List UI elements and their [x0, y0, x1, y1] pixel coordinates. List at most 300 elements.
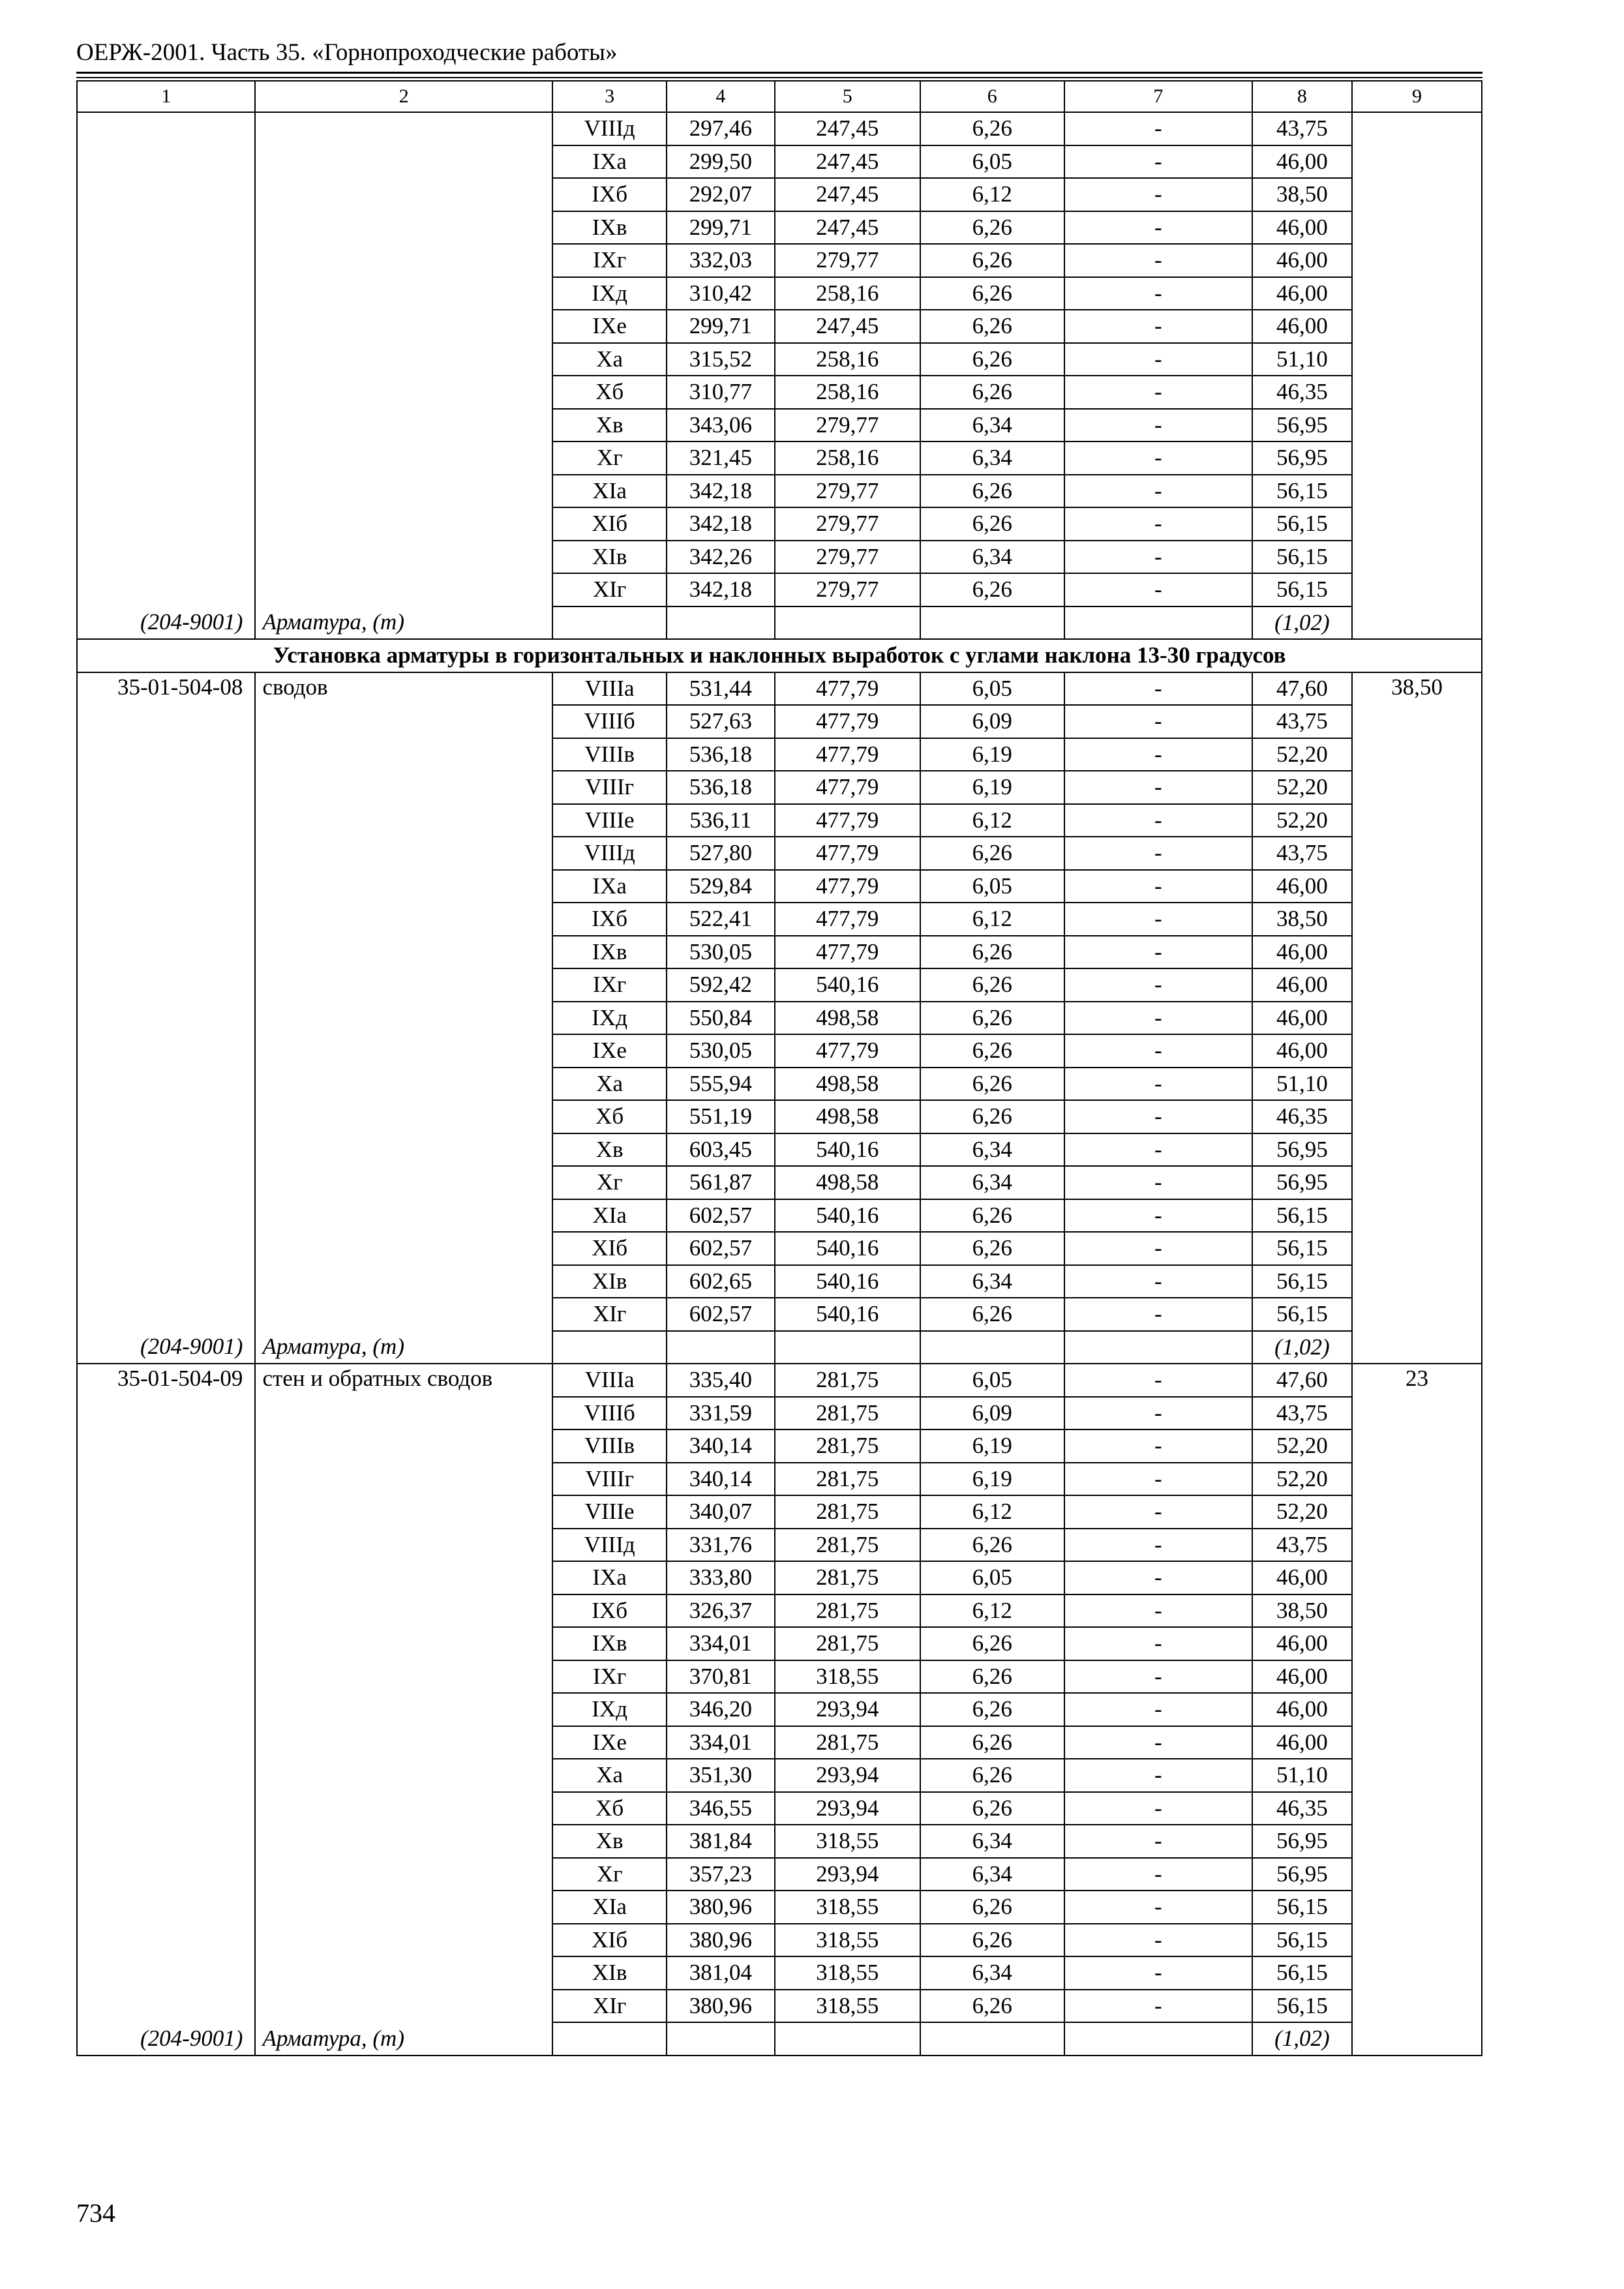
rate-code — [77, 1858, 255, 1891]
value-cell: 279,77 — [775, 573, 920, 606]
value-cell: 321,45 — [667, 441, 775, 475]
value-cell: 318,55 — [775, 1924, 920, 1957]
rate-name — [255, 277, 552, 310]
empty-cell — [552, 1331, 667, 1364]
category-cell: VIIIe — [552, 804, 667, 837]
value-cell: - — [1064, 1100, 1252, 1133]
value-cell: 46,00 — [1252, 1726, 1352, 1759]
value-cell: 6,26 — [920, 507, 1064, 541]
rate-code — [77, 475, 255, 508]
rate-code — [77, 1561, 255, 1594]
value-cell: 52,20 — [1252, 1429, 1352, 1463]
col9-cell — [1352, 1495, 1482, 1529]
resource-name: Арматура, (т) — [255, 1331, 552, 1364]
column-header: 6 — [920, 81, 1064, 112]
value-cell: 6,26 — [920, 310, 1064, 343]
value-cell: 299,71 — [667, 310, 775, 343]
value-cell: 56,15 — [1252, 1990, 1352, 2023]
resource-value: (1,02) — [1252, 1331, 1352, 1364]
category-cell: VIIIa — [552, 672, 667, 706]
value-cell: 51,10 — [1252, 343, 1352, 376]
value-cell: 6,34 — [920, 1858, 1064, 1891]
rate-name — [255, 244, 552, 277]
value-cell: 6,26 — [920, 112, 1064, 145]
col9-cell — [1352, 310, 1482, 343]
category-cell: VIIIд — [552, 112, 667, 145]
value-cell: 56,15 — [1252, 1924, 1352, 1957]
value-cell: 380,96 — [667, 1891, 775, 1924]
value-cell: - — [1064, 178, 1252, 211]
value-cell: 477,79 — [775, 903, 920, 936]
value-cell: 6,26 — [920, 1529, 1064, 1562]
col9-cell — [1352, 771, 1482, 804]
value-cell: 56,95 — [1252, 1858, 1352, 1891]
col9-cell — [1352, 705, 1482, 738]
empty-cell — [552, 606, 667, 640]
col9-cell — [1352, 1199, 1482, 1233]
col9-cell — [1352, 1561, 1482, 1594]
category-cell: VIIIa — [552, 1364, 667, 1397]
empty-cell — [1064, 1331, 1252, 1364]
rate-code — [77, 277, 255, 310]
value-cell: 342,18 — [667, 507, 775, 541]
value-cell: 281,75 — [775, 1397, 920, 1430]
value-cell: - — [1064, 1924, 1252, 1957]
value-cell: 6,26 — [920, 211, 1064, 245]
rate-code — [77, 1529, 255, 1562]
rate-code: 35-01-504-09 — [77, 1364, 255, 1397]
col9-cell — [1352, 936, 1482, 969]
value-cell: 498,58 — [775, 1100, 920, 1133]
value-cell: 43,75 — [1252, 837, 1352, 870]
value-cell: 46,00 — [1252, 1627, 1352, 1660]
rate-code — [77, 1265, 255, 1298]
table-row — [77, 1002, 1482, 1035]
value-cell: 6,26 — [920, 1660, 1064, 1694]
table-row — [77, 145, 1482, 179]
value-cell: 477,79 — [775, 804, 920, 837]
value-cell: 6,26 — [920, 1068, 1064, 1101]
category-cell: IXд — [552, 1693, 667, 1726]
col9-cell — [1352, 903, 1482, 936]
col9-cell — [1352, 1792, 1482, 1825]
rate-code — [77, 837, 255, 870]
resource-name: Арматура, (т) — [255, 606, 552, 640]
rates-table — [76, 80, 1482, 2056]
value-cell: 279,77 — [775, 507, 920, 541]
category-cell: Xб — [552, 376, 667, 409]
category-cell: VIIIг — [552, 771, 667, 804]
table-row-footer — [77, 2022, 1482, 2056]
column-header: 7 — [1064, 81, 1252, 112]
value-cell: 318,55 — [775, 1891, 920, 1924]
table-row — [77, 178, 1482, 211]
empty-cell — [775, 2022, 920, 2056]
value-cell: 346,20 — [667, 1693, 775, 1726]
value-cell: - — [1064, 1232, 1252, 1265]
category-cell: IXe — [552, 1034, 667, 1068]
col9-cell — [1352, 1693, 1482, 1726]
value-cell: 6,26 — [920, 1693, 1064, 1726]
value-cell: - — [1064, 1166, 1252, 1199]
value-cell: - — [1064, 1034, 1252, 1068]
value-cell: 6,09 — [920, 1397, 1064, 1430]
value-cell: 332,03 — [667, 244, 775, 277]
category-cell: IXв — [552, 1627, 667, 1660]
value-cell: 46,35 — [1252, 1792, 1352, 1825]
col9-cell — [1352, 1034, 1482, 1068]
value-cell: 540,16 — [775, 968, 920, 1002]
rate-name — [255, 1956, 552, 1990]
value-cell: 6,05 — [920, 1561, 1064, 1594]
value-cell: - — [1064, 1397, 1252, 1430]
value-cell: - — [1064, 145, 1252, 179]
rate-name — [255, 1199, 552, 1233]
rate-name — [255, 1924, 552, 1957]
value-cell: 540,16 — [775, 1232, 920, 1265]
rate-code — [77, 1166, 255, 1199]
category-cell: VIIIб — [552, 705, 667, 738]
value-cell: 6,05 — [920, 870, 1064, 903]
value-cell: 56,15 — [1252, 541, 1352, 574]
column-header: 9 — [1352, 81, 1482, 112]
rate-name — [255, 541, 552, 574]
value-cell: 346,55 — [667, 1792, 775, 1825]
col9-cell — [1352, 145, 1482, 179]
value-cell: - — [1064, 771, 1252, 804]
value-cell: - — [1064, 968, 1252, 1002]
rate-name — [255, 1265, 552, 1298]
value-cell: 318,55 — [775, 1956, 920, 1990]
rate-name: стен и обратных сводов — [255, 1364, 552, 1397]
rate-code — [77, 1068, 255, 1101]
col9-cell — [1352, 1232, 1482, 1265]
value-cell: 279,77 — [775, 541, 920, 574]
rate-code — [77, 1100, 255, 1133]
table-row — [77, 738, 1482, 771]
value-cell: 281,75 — [775, 1529, 920, 1562]
value-cell: - — [1064, 870, 1252, 903]
value-cell: - — [1064, 1199, 1252, 1233]
col9-cell — [1352, 441, 1482, 475]
table-row — [77, 541, 1482, 574]
rate-code — [77, 1825, 255, 1858]
rate-code — [77, 1990, 255, 2023]
rate-name — [255, 1693, 552, 1726]
value-cell: - — [1064, 1594, 1252, 1628]
category-cell: VIIIд — [552, 1529, 667, 1562]
value-cell: - — [1064, 1068, 1252, 1101]
value-cell: 530,05 — [667, 936, 775, 969]
rate-code — [77, 1726, 255, 1759]
rate-name — [255, 573, 552, 606]
rate-name — [255, 1397, 552, 1430]
column-header: 8 — [1252, 81, 1352, 112]
value-cell: 342,18 — [667, 573, 775, 606]
rate-name — [255, 1133, 552, 1167]
empty-cell — [920, 606, 1064, 640]
value-cell: 281,75 — [775, 1594, 920, 1628]
category-cell: VIIIд — [552, 837, 667, 870]
value-cell: 6,26 — [920, 277, 1064, 310]
value-cell: 46,00 — [1252, 1693, 1352, 1726]
empty-cell — [667, 1331, 775, 1364]
col9-cell — [1352, 1858, 1482, 1891]
category-cell: IXд — [552, 277, 667, 310]
value-cell: 52,20 — [1252, 1495, 1352, 1529]
rate-code — [77, 178, 255, 211]
table-row — [77, 1232, 1482, 1265]
table-row — [77, 1627, 1482, 1660]
value-cell: 6,26 — [920, 1990, 1064, 2023]
category-cell: IXe — [552, 310, 667, 343]
value-cell: 477,79 — [775, 672, 920, 706]
col9-cell — [1352, 968, 1482, 1002]
empty-cell — [775, 606, 920, 640]
rate-code — [77, 310, 255, 343]
value-cell: 527,63 — [667, 705, 775, 738]
value-cell: 6,19 — [920, 771, 1064, 804]
col9-cell — [1352, 507, 1482, 541]
value-cell: 293,94 — [775, 1693, 920, 1726]
table-row — [77, 771, 1482, 804]
value-cell: - — [1064, 1891, 1252, 1924]
rate-code — [77, 804, 255, 837]
rate-code — [77, 145, 255, 179]
col9-cell — [1352, 1100, 1482, 1133]
category-cell: XIв — [552, 1265, 667, 1298]
rate-code — [77, 1891, 255, 1924]
table-row — [77, 1068, 1482, 1101]
value-cell: 46,00 — [1252, 936, 1352, 969]
value-cell: 6,34 — [920, 1265, 1064, 1298]
value-cell: 258,16 — [775, 376, 920, 409]
category-cell: Xв — [552, 1825, 667, 1858]
value-cell: 6,05 — [920, 672, 1064, 706]
value-cell: 38,50 — [1252, 1594, 1352, 1628]
rate-code — [77, 376, 255, 409]
category-cell: XIб — [552, 507, 667, 541]
rate-code — [77, 211, 255, 245]
category-cell: IXб — [552, 903, 667, 936]
col9-cell — [1352, 376, 1482, 409]
value-cell: 6,26 — [920, 376, 1064, 409]
rate-code — [77, 903, 255, 936]
col9-cell — [1352, 1726, 1482, 1759]
rate-name — [255, 441, 552, 475]
rate-code — [77, 705, 255, 738]
table-row — [77, 1891, 1482, 1924]
value-cell: - — [1064, 1364, 1252, 1397]
table-row — [77, 277, 1482, 310]
rate-name — [255, 475, 552, 508]
col9-cell — [1352, 738, 1482, 771]
col9-cell — [1352, 837, 1482, 870]
value-cell: 381,04 — [667, 1956, 775, 1990]
value-cell: 310,42 — [667, 277, 775, 310]
table-row — [77, 1529, 1482, 1562]
value-cell: 6,26 — [920, 936, 1064, 969]
value-cell: 47,60 — [1252, 672, 1352, 706]
rate-name — [255, 178, 552, 211]
value-cell: 6,34 — [920, 1825, 1064, 1858]
rate-name — [255, 1759, 552, 1792]
rate-name: сводов — [255, 672, 552, 706]
value-cell: 6,26 — [920, 1726, 1064, 1759]
value-cell: 550,84 — [667, 1002, 775, 1035]
rate-code — [77, 1924, 255, 1957]
category-cell: VIIIв — [552, 738, 667, 771]
value-cell: 292,07 — [667, 178, 775, 211]
value-cell: 258,16 — [775, 277, 920, 310]
col9-cell — [1352, 1133, 1482, 1167]
category-cell: XIб — [552, 1232, 667, 1265]
value-cell: 318,55 — [775, 1660, 920, 1694]
category-cell: XIг — [552, 1298, 667, 1331]
value-cell: - — [1064, 804, 1252, 837]
category-cell: IXб — [552, 1594, 667, 1628]
header-rule — [76, 72, 1482, 74]
table-row — [77, 1726, 1482, 1759]
rate-code — [77, 1232, 255, 1265]
rate-name — [255, 1825, 552, 1858]
empty-cell — [1064, 2022, 1252, 2056]
col9-cell — [1352, 1891, 1482, 1924]
section-row — [77, 639, 1482, 672]
value-cell: 6,12 — [920, 178, 1064, 211]
value-cell: - — [1064, 310, 1252, 343]
rate-code — [77, 1199, 255, 1233]
rate-name — [255, 1792, 552, 1825]
value-cell: 522,41 — [667, 903, 775, 936]
rate-code — [77, 870, 255, 903]
value-cell: 310,77 — [667, 376, 775, 409]
empty-cell — [552, 2022, 667, 2056]
rate-name — [255, 145, 552, 179]
category-cell: IXг — [552, 968, 667, 1002]
value-cell: 6,26 — [920, 1100, 1064, 1133]
col9-cell — [1352, 1660, 1482, 1694]
resource-code: (204-9001) — [77, 1331, 255, 1364]
category-cell: IXa — [552, 1561, 667, 1594]
page-header: ОЕРЖ-2001. Часть 35. «Горнопроходческие работы» — [76, 39, 618, 66]
value-cell: 340,14 — [667, 1463, 775, 1496]
resource-value: (1,02) — [1252, 606, 1352, 640]
col9-cell — [1352, 244, 1482, 277]
value-cell: 477,79 — [775, 738, 920, 771]
value-cell: 56,15 — [1252, 1891, 1352, 1924]
value-cell: 527,80 — [667, 837, 775, 870]
value-cell: - — [1064, 573, 1252, 606]
rate-name — [255, 1594, 552, 1628]
value-cell: - — [1064, 1265, 1252, 1298]
value-cell: 342,18 — [667, 475, 775, 508]
value-cell: - — [1064, 211, 1252, 245]
value-cell: 6,26 — [920, 1792, 1064, 1825]
rate-name — [255, 1627, 552, 1660]
col9-cell — [1352, 475, 1482, 508]
value-cell: 380,96 — [667, 1924, 775, 1957]
value-cell: 6,26 — [920, 1298, 1064, 1331]
value-cell: 477,79 — [775, 705, 920, 738]
category-cell: IXa — [552, 145, 667, 179]
table-row — [77, 1100, 1482, 1133]
value-cell: 56,15 — [1252, 1265, 1352, 1298]
col9-cell — [1352, 2022, 1482, 2056]
value-cell: 46,35 — [1252, 376, 1352, 409]
rate-name — [255, 1463, 552, 1496]
empty-cell — [1064, 606, 1252, 640]
value-cell: 6,34 — [920, 1133, 1064, 1167]
value-cell: 281,75 — [775, 1726, 920, 1759]
rate-name — [255, 1858, 552, 1891]
value-cell: 6,26 — [920, 1034, 1064, 1068]
value-cell: 279,77 — [775, 244, 920, 277]
value-cell: 258,16 — [775, 343, 920, 376]
rate-code — [77, 1594, 255, 1628]
table-row — [77, 244, 1482, 277]
rate-name — [255, 1990, 552, 2023]
table-row — [77, 1924, 1482, 1957]
value-cell: 477,79 — [775, 837, 920, 870]
value-cell: - — [1064, 507, 1252, 541]
value-cell: 381,84 — [667, 1825, 775, 1858]
value-cell: - — [1064, 936, 1252, 969]
value-cell: 56,95 — [1252, 409, 1352, 442]
category-cell: VIIIe — [552, 1495, 667, 1529]
table-row — [77, 1463, 1482, 1496]
value-cell: 335,40 — [667, 1364, 775, 1397]
table-row — [77, 1956, 1482, 1990]
value-cell: 498,58 — [775, 1068, 920, 1101]
table-row — [77, 1429, 1482, 1463]
rate-code: 35-01-504-08 — [77, 672, 255, 706]
rate-name — [255, 1495, 552, 1529]
value-cell: 6,26 — [920, 968, 1064, 1002]
rate-code — [77, 409, 255, 442]
table-row — [77, 1858, 1482, 1891]
value-cell: 602,65 — [667, 1265, 775, 1298]
value-cell: 351,30 — [667, 1759, 775, 1792]
rate-name — [255, 1068, 552, 1101]
table-row — [77, 672, 1482, 706]
value-cell: - — [1064, 1495, 1252, 1529]
value-cell: 540,16 — [775, 1199, 920, 1233]
value-cell: 38,50 — [1252, 903, 1352, 936]
rate-code — [77, 968, 255, 1002]
value-cell: - — [1064, 541, 1252, 574]
value-cell: - — [1064, 1825, 1252, 1858]
rate-code — [77, 1627, 255, 1660]
value-cell: 279,77 — [775, 475, 920, 508]
resource-code: (204-9001) — [77, 606, 255, 640]
value-cell: 52,20 — [1252, 771, 1352, 804]
value-cell: 477,79 — [775, 870, 920, 903]
col9-cell — [1352, 870, 1482, 903]
rate-name — [255, 936, 552, 969]
rate-name — [255, 112, 552, 145]
col9-cell — [1352, 1429, 1482, 1463]
rate-code — [77, 1034, 255, 1068]
value-cell: 6,26 — [920, 837, 1064, 870]
value-cell: 6,12 — [920, 1495, 1064, 1529]
col9-cell — [1352, 1594, 1482, 1628]
value-cell: 343,06 — [667, 409, 775, 442]
value-cell: 46,00 — [1252, 211, 1352, 245]
value-cell: 46,00 — [1252, 1034, 1352, 1068]
value-cell: - — [1064, 1429, 1252, 1463]
value-cell: 56,95 — [1252, 1825, 1352, 1858]
